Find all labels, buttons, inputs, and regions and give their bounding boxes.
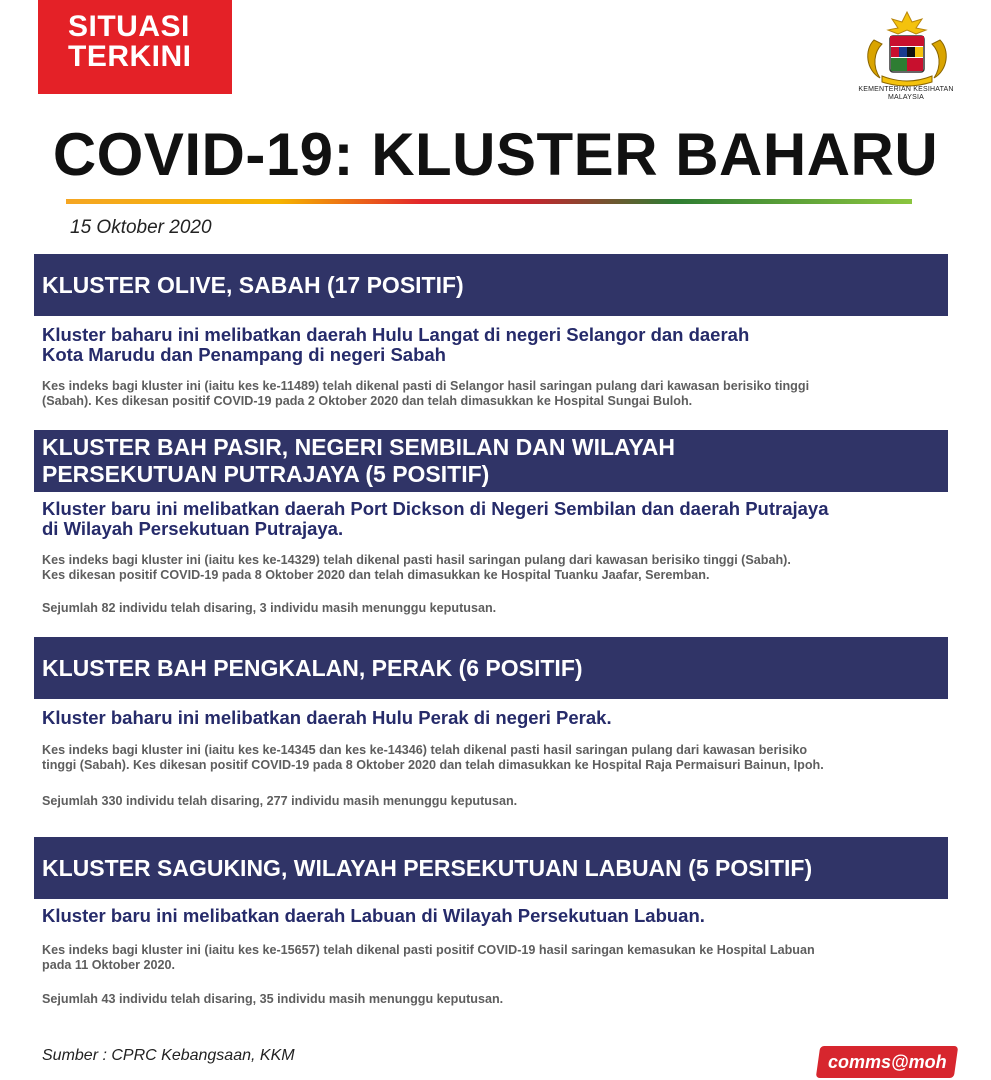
screening-line: Sejumlah 43 individu telah disaring, 35 individu masih menunggu keputusan. <box>42 992 504 1006</box>
page-title: COVID-19: KLUSTER BAHARU <box>52 121 939 188</box>
detail-line: pada 11 Oktober 2020. <box>42 958 176 972</box>
comms-moh-logo-text: comms@moh <box>827 1052 947 1072</box>
cluster-heading-line: KLUSTER SAGUKING, WILAYAH PERSEKUTUAN LABUAN (5 POSITIF) <box>42 854 813 881</box>
screening-line: Sejumlah 82 individu telah disaring, 3 individu masih menunggu keputusan. <box>42 601 497 615</box>
cluster-heading-line: KLUSTER BAH PASIR, NEGERI SEMBILAN DAN WILAYAH <box>42 434 675 460</box>
cluster-detail-bah-pasir <box>42 553 962 583</box>
detail-line: tinggi (Sabah). Kes dikesan positif COVID-19 pada 8 Oktober 2020 dan telah dimasukkan ke Hospital Raja Permaisuri Bainun, Ipoh. <box>42 758 824 772</box>
detail-line: Kes dikesan positif COVID-19 pada 8 Oktober 2020 dan telah dimasukkan ke Hospital Tuanku Jaafar, Seremban. <box>42 568 710 582</box>
screening-line: Sejumlah 330 individu telah disaring, 277 individu masih menunggu keputusan. <box>42 794 518 808</box>
cluster-heading-line: KLUSTER BAH PENGKALAN, PERAK (6 POSITIF) <box>42 654 583 681</box>
ministry-line-1: KEMENTERIAN KESIHATAN <box>858 86 954 93</box>
summary-line: Kluster baru ini melibatkan daerah Labuan di Wilayah Persekutuan Labuan. <box>42 905 705 926</box>
cluster-heading-olive <box>34 254 948 316</box>
cluster-heading-line: KLUSTER OLIVE, SABAH (17 POSITIF) <box>42 271 464 298</box>
cluster-heading-bah-pengkalan <box>34 637 948 699</box>
cluster-detail-olive <box>42 379 962 409</box>
report-date: 15 Oktober 2020 <box>70 217 212 238</box>
cluster-summary-bah-pengkalan <box>42 708 942 728</box>
cluster-heading-saguking <box>34 837 948 899</box>
cluster-summary-bah-pasir <box>42 499 942 539</box>
summary-line: di Wilayah Persekutuan Putrajaya. <box>42 518 344 539</box>
summary-line: Kluster baru ini melibatkan daerah Port Dickson di Negeri Sembilan dan daerah Putrajaya <box>42 498 829 519</box>
detail-line: Kes indeks bagi kluster ini (iaitu kes ke-11489) telah dikenal pasti di Selangor hasil saringan pulang dari kawasan berisiko tinggi <box>42 379 810 393</box>
summary-line: Kluster baharu ini melibatkan daerah Hulu Perak di negeri Perak. <box>42 707 612 728</box>
badge-line-1: SITUASI <box>68 10 190 43</box>
colored-divider <box>66 199 912 204</box>
badge-line-2: TERKINI <box>68 40 192 73</box>
source-note: Sumber : CPRC Kebangsaan, KKM <box>42 1047 295 1064</box>
cluster-heading-line: PERSEKUTUAN PUTRAJAYA (5 POSITIF) <box>42 461 490 487</box>
cluster-heading-bah-pasir <box>34 430 948 492</box>
summary-line: Kota Marudu dan Penampang di negeri Sabah <box>42 344 446 365</box>
cluster-summary-olive <box>42 325 942 365</box>
ministry-label <box>846 86 966 102</box>
situasi-terkini-badge <box>38 0 232 94</box>
comms-moh-logo <box>816 1046 958 1078</box>
cluster-screening-bah-pasir <box>42 601 962 616</box>
detail-line: (Sabah). Kes dikesan positif COVID-19 pada 2 Oktober 2020 dan telah dimasukkan ke Hospital Sungai Buloh. <box>42 394 693 408</box>
cluster-screening-bah-pengkalan <box>42 794 962 809</box>
cluster-detail-bah-pengkalan <box>42 743 962 773</box>
detail-line: Kes indeks bagi kluster ini (iaitu kes ke-15657) telah dikenal pasti positif COVID-19 hasil saringan kemasukan ke Hospital Labuan <box>42 943 815 957</box>
cluster-detail-saguking <box>42 943 962 973</box>
coat-of-arms-icon <box>862 10 952 88</box>
detail-line: Kes indeks bagi kluster ini (iaitu kes ke-14329) telah dikenal pasti hasil saringan pulang dari kawasan berisiko tinggi (Sabah). <box>42 553 791 567</box>
cluster-screening-saguking <box>42 992 962 1007</box>
ministry-line-2: MALAYSIA <box>887 94 925 101</box>
cluster-summary-saguking <box>42 906 942 926</box>
detail-line: Kes indeks bagi kluster ini (iaitu kes ke-14345 dan kes ke-14346) telah dikenal pasti hasil saringan pulang dari kawasan berisiko <box>42 743 808 757</box>
summary-line: Kluster baharu ini melibatkan daerah Hulu Langat di negeri Selangor dan daerah <box>42 324 750 345</box>
